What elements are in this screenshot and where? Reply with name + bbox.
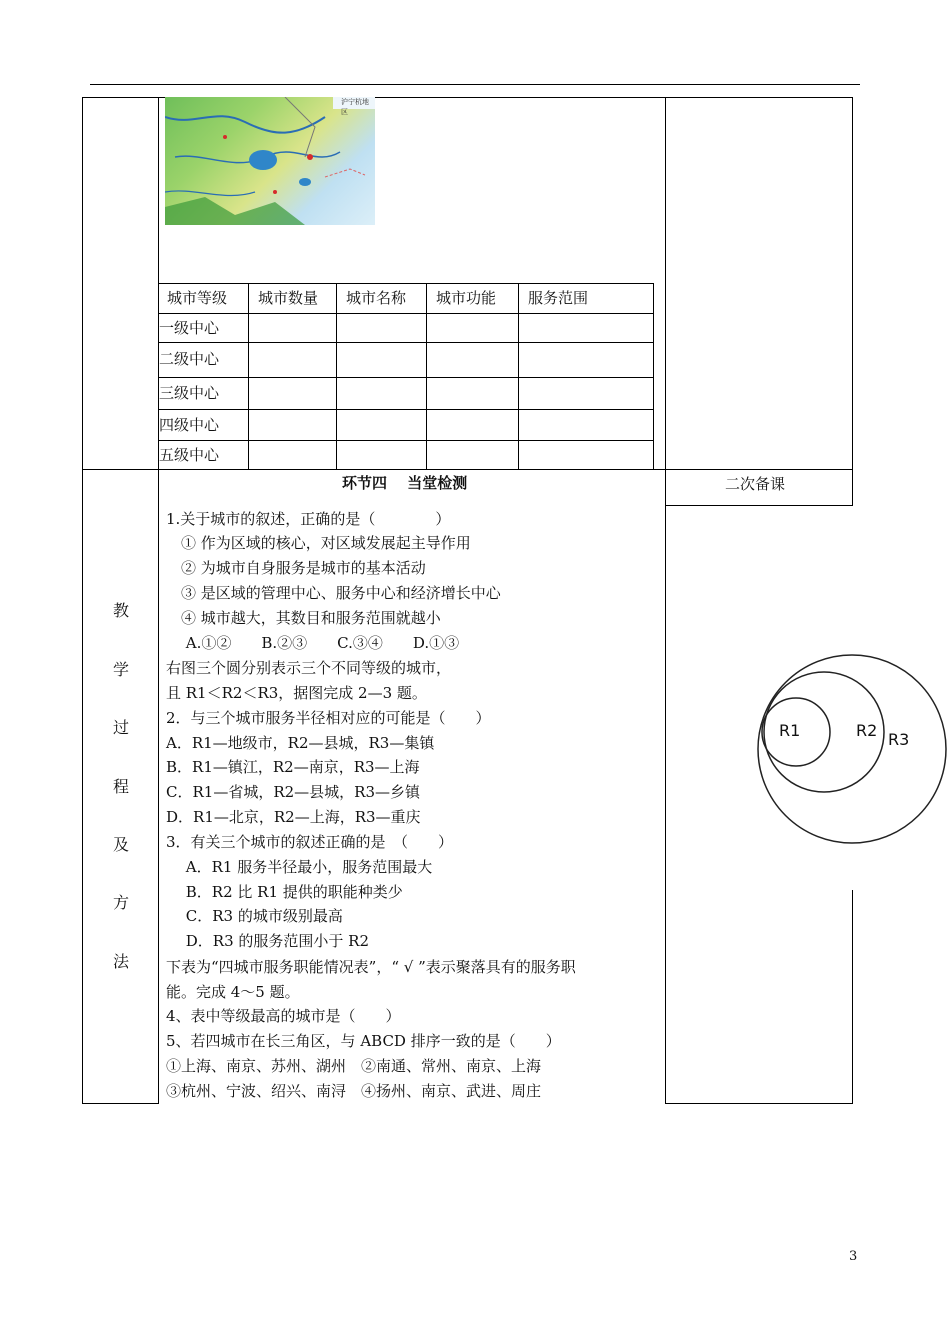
question-line: B．R1—镇江，R2—南京，R3—上海 [166,758,420,776]
question-line: ③ 是区域的管理中心、服务中心和经济增长中心 [166,584,501,602]
table-rule [158,440,654,441]
question-line: ④ 城市越大，其数目和服务范围就越小 [166,609,441,627]
question-line: A．R1—地级市，R2—县城，R3—集镇 [166,734,435,752]
section-divider [82,469,853,470]
frame-divider-left [158,97,159,1104]
table-row-label: 四级中心 [159,416,220,434]
side-char: 方 [112,893,129,912]
table-rule [248,283,249,469]
table-row-label: 五级中心 [159,446,220,464]
table-rule [653,283,654,469]
frame-divider-right [665,97,666,1104]
table-rule [426,283,427,469]
table-rule [158,342,654,343]
header-rule [90,84,860,85]
question-line: ③杭州、宁波、绍兴、南浔 ④扬州、南京、武进、周庄 [166,1082,542,1100]
table-header-cell: 城市数量 [258,289,319,307]
label-r1: R1 [779,721,801,740]
service-range-circles [755,652,950,848]
table-rule [158,409,654,410]
table-header-cell: 城市名称 [346,289,407,307]
question-line: ①上海、南京、苏州、湖州 ②南通、常州、南京、上海 [166,1057,542,1075]
page-number: 3 [849,1249,858,1264]
table-rule [158,313,654,314]
table-row-label: 三级中心 [159,384,220,402]
side-char: 程 [112,777,129,796]
question-line: 5、若四城市在长三角区，与 ABCD 排序一致的是（ ） [166,1032,561,1050]
table-header-cell: 城市功能 [436,289,497,307]
table-header-cell: 城市等级 [167,289,228,307]
question-line: 能。完成 4～5 题。 [166,983,300,1001]
side-char: 学 [112,660,129,679]
side-char: 教 [112,601,129,620]
question-line: C．R3 的城市级别最高 [166,907,343,925]
frame-right-top [852,97,853,505]
question-line: ① 作为区域的核心，对区域发展起主导作用 [166,534,471,552]
question-line: ② 为城市自身服务是城市的基本活动 [166,559,426,577]
frame-right-bottom [852,890,853,1104]
table-rule [336,283,337,469]
question-line: 1.关于城市的叙述，正确的是（ ） [166,510,451,528]
table-rule [518,283,519,469]
table-rule [158,377,654,378]
section-title: 环节四 当堂检测 [342,474,468,492]
table-row-label: 一级中心 [159,319,220,337]
question-line: C．R1—省城，R2—县城，R3—乡镇 [166,783,420,801]
question-line: 下表为“四城市服务职能情况表”，“ √ ”表示聚落具有的服务职 [166,958,576,976]
frame-bottom-left [82,1103,158,1104]
question-line: 且 R1＜R2＜R3，据图完成 2—3 题。 [166,684,427,702]
label-r3: R3 [888,730,910,749]
question-line: D．R1—北京，R2—上海，R3—重庆 [166,808,421,826]
side-char: 法 [112,952,129,971]
question-line: B．R2 比 R1 提供的职能种类少 [166,883,403,901]
side-char: 过 [112,718,129,737]
question-line: 2．与三个城市服务半径相对应的可能是（ ） [166,709,491,727]
second-prep-header: 二次备课 [725,475,786,493]
question-line: 3．有关三个城市的叙述正确的是 （ ） [166,833,454,851]
question-line: A．R1 服务半径最小，服务范围最大 [166,858,433,876]
table-rule [158,283,654,284]
frame-left [82,97,83,1104]
label-r2: R2 [856,721,878,740]
question-line: D．R3 的服务范围小于 R2 [166,932,370,950]
map-caption: 沪宁杭地区 [341,98,369,116]
circle-r3 [758,655,946,843]
table-header-cell: 服务范围 [528,289,589,307]
right-header-divider [665,505,853,506]
question-line: 4、表中等级最高的城市是（ ） [166,1007,401,1025]
region-map-image [165,97,375,225]
table-row-label: 二级中心 [159,350,220,368]
frame-bottom-right [665,1103,853,1104]
question-line: A.①② B.②③ C.③④ D.①③ [166,634,460,652]
side-char: 及 [112,835,129,854]
question-line: 右图三个圆分别表示三个不同等级的城市， [166,659,452,677]
